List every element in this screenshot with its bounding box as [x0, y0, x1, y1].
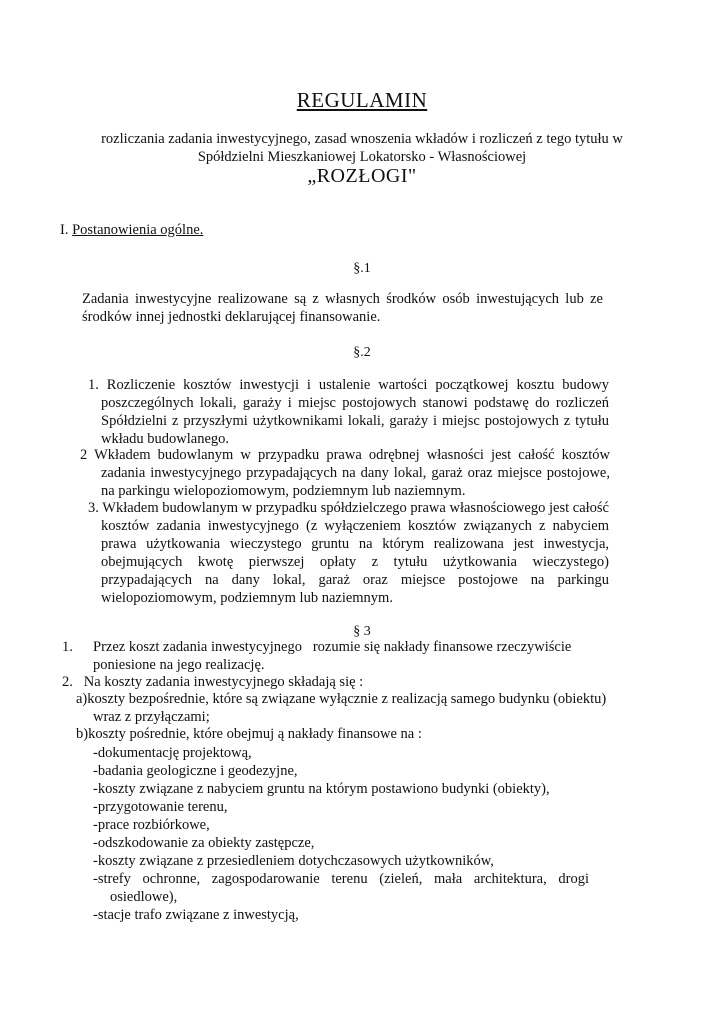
- paragraph-2-item-3-line: wielopoziomowym, podziemnym lub naziemnym.: [101, 590, 393, 606]
- paragraph-3-item-1-line: poniesione na jego realizację.: [93, 657, 265, 673]
- costs-b-line: b)koszty pośrednie, które obejmuj ą nakłady finansowe na :: [76, 726, 422, 742]
- paragraph-2-item-1-line: wkładu budowlanego.: [101, 431, 230, 447]
- paragraph-2-item-2-line: na parkingu wielopoziomowym, podziemnym lub naziemnym.: [101, 483, 466, 499]
- paragraph-2-item-1-line: poszczególnych lokali, garaży i miejsc postojowych stanowi podstawę do rozliczeń: [101, 395, 609, 411]
- paragraph-1-line: Zadania inwestycyjne realizowane są z własnych środków osób inwestujących lub ze: [82, 291, 603, 307]
- cooperative-name: „ROZŁOGI": [307, 165, 417, 187]
- paragraph-2-item-2-line: 2 Wkładem budowlanym w przypadku prawa odrębnej własności jest całość kosztów: [80, 447, 610, 463]
- costs-b-item: -badania geologiczne i geodezyjne,: [93, 763, 298, 779]
- section-title: Postanowienia ogólne.: [72, 222, 204, 238]
- costs-b-item: -prace rozbiórkowe,: [93, 817, 210, 833]
- costs-b-item: -strefy ochronne, zagospodarowanie terenu (zieleń, mała architektura, drogi: [93, 871, 589, 887]
- paragraph-3-item-2-line: 2. Na koszty zadania inwestycyjnego składają się :: [62, 674, 364, 690]
- paragraph-2-item-2-line: zadania inwestycyjnego przypadających na dany lokal, garaż oraz miejsce postojowe,: [101, 465, 610, 481]
- paragraph-2-mark: §.2: [353, 345, 371, 360]
- paragraph-1-mark: §.1: [353, 261, 371, 276]
- subtitle-line-2: Spółdzielni Mieszkaniowej Lokatorsko - Własnościowej: [197, 149, 527, 165]
- costs-b-item: -koszty związane z nabyciem gruntu na którym postawiono budynki (obiekty),: [93, 781, 550, 797]
- paragraph-2-item-3-line: obejmujących kwotę pierwszej opłaty z tytułu użytkowania wieczystego): [101, 554, 609, 570]
- costs-b-item: -stacje trafo związane z inwestycją,: [93, 907, 299, 923]
- paragraph-2-item-3-line: kosztów zadania inwestycyjnego (z wyłączeniem kosztów związanych z nabyciem: [101, 518, 609, 534]
- paragraph-2-item-1-line: Spółdzielni z przyszłymi użytkownikami lokali, garaży i miejsc postojowych z tytułu: [101, 413, 609, 429]
- costs-b-item: -dokumentację projektową,: [93, 745, 252, 761]
- section-number: I.: [60, 222, 69, 238]
- paragraph-2-item-3-line: przypadających na dany lokal, garaż oraz miejsce postojowe na parkingu: [101, 572, 609, 588]
- subtitle-line-1: rozliczania zadania inwestycyjnego, zasad wnoszenia wkładów i rozliczeń z tego tytułu w: [101, 131, 623, 147]
- paragraph-2-item-1-line: 1. Rozliczenie kosztów inwestycji i ustalenie wartości początkowej kosztu budowy: [88, 377, 609, 393]
- paragraph-3-mark: § 3: [353, 624, 371, 639]
- paragraph-2-item-3-line: prawa użytkowania wieczystego gruntu na którym realizowana jest inwestycja,: [101, 536, 609, 552]
- paragraph-1-line: środków innej jednostki deklarującej finansowanie.: [82, 309, 381, 325]
- costs-b-item: -odszkodowanie za obiekty zastępcze,: [93, 835, 315, 851]
- document-title: REGULAMIN: [296, 88, 428, 112]
- paragraph-3-item-1-line: Przez koszt zadania inwestycyjnego rozumie się nakłady finansowe rzeczywiście: [93, 639, 572, 655]
- section-heading: [60, 222, 203, 239]
- costs-b-item: -przygotowanie terenu,: [93, 799, 228, 815]
- costs-b-item: -koszty związane z przesiedleniem dotychczasowych użytkowników,: [93, 853, 494, 869]
- paragraph-3-item-1-number: 1.: [62, 639, 73, 655]
- paragraph-2-item-3-line: 3. Wkładem budowlanym w przypadku spółdzielczego prawa własnościowego jest całość: [88, 500, 609, 516]
- costs-a-line: a)koszty bezpośrednie, które są związane wyłącznie z realizacją samego budynku (obiektu): [76, 691, 607, 707]
- costs-a-line: wraz z przyłączami;: [93, 709, 210, 725]
- costs-b-item: osiedlowe),: [110, 889, 178, 905]
